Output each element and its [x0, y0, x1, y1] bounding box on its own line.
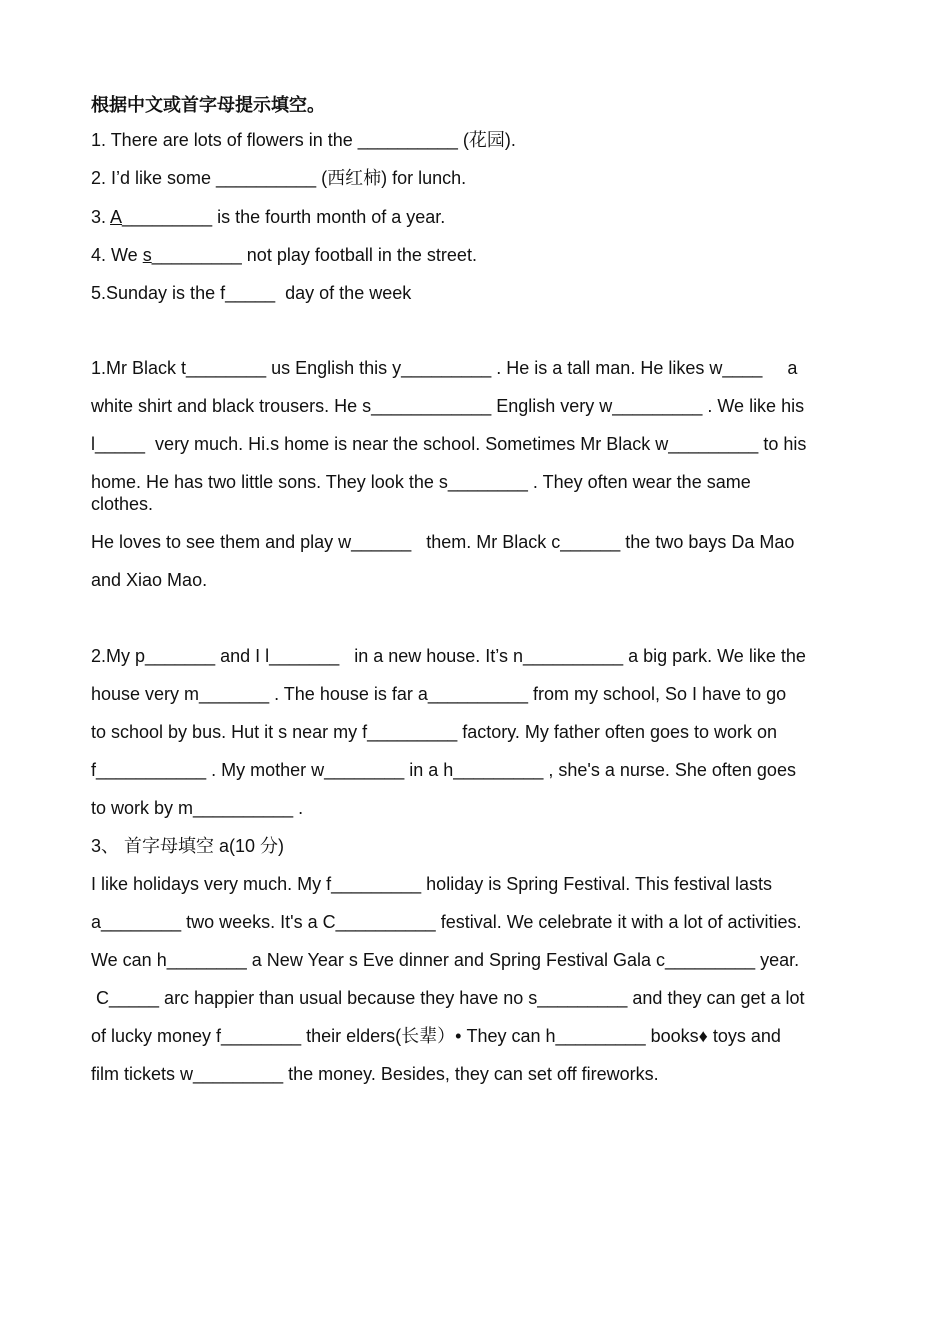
sentence-4-prefix: 4. We: [91, 245, 143, 265]
passage2-line: to work by m__________ .: [91, 798, 304, 818]
sentence-3-prefix: 3.: [91, 207, 111, 227]
passage1-line: l_____ very much. Hi.s home is near the school. Sometimes Mr Black w_________ to his: [91, 434, 807, 454]
passage2-line: f___________ . My mother w________ in a h_________ , she's a nurse. She often goes: [91, 760, 796, 780]
passage3-line: C_____ arc happier than usual because they have no s_________ and they can get a lot: [91, 988, 805, 1008]
passage3-line: a________ two weeks. It's a C__________ festival. We celebrate it with a lot of activities.: [91, 912, 802, 932]
sentence-4-initial-letter: s: [142, 245, 152, 265]
passage3-line: of lucky money f________ their elders(长辈）• They can h_________ books♦ toys and: [91, 1026, 781, 1046]
sentence-5: 5.Sunday is the f_____ day of the week: [91, 283, 412, 303]
passage2-line: to school by bus. Hut it s near my f_________ factory. My father often goes to work on: [91, 722, 778, 742]
passage1-line: and Xiao Mao.: [91, 570, 208, 590]
passage2-line: 2.My p_______ and I l_______ in a new house. It’s n__________ a big park. We like the: [91, 646, 806, 666]
passage3-title: 3、 首字母填空 a(10 分): [91, 836, 285, 856]
sentence-3: [91, 206, 445, 228]
passage1-line: white shirt and black trousers. He s____________ English very w_________ . We like his: [91, 396, 805, 416]
passage3-line: We can h________ a New Year s Eve dinner and Spring Festival Gala c_________ year.: [91, 950, 800, 970]
sentence-3-initial-letter: A: [110, 207, 123, 227]
sentence-3-rest: _________ is the fourth month of a year.: [122, 207, 446, 227]
passage3-line: film tickets w_________ the money. Besides, they can set off fireworks.: [91, 1064, 659, 1084]
passage2-line: house very m_______ . The house is far a__________ from my school, So I have to go: [91, 684, 787, 704]
sentence-4-rest: _________ not play football in the street.: [151, 245, 477, 265]
passage1-line: home. He has two little sons. They look the s________ . They often wear the same: [91, 472, 751, 492]
worksheet-heading: 根据中文或首字母提示填空。: [91, 95, 325, 115]
passage1-line: He loves to see them and play w______ them. Mr Black c______ the two bays Da Mao: [91, 532, 795, 552]
sentence-4: [91, 244, 477, 266]
sentence-2: 2. I’d like some __________ (西红柿) for lunch.: [91, 168, 467, 188]
passage3-line: I like holidays very much. My f_________ holiday is Spring Festival. This festival lasts: [91, 874, 772, 894]
passage1-line: clothes.: [91, 494, 154, 514]
sentence-1: 1. There are lots of flowers in the __________ (花园).: [91, 130, 516, 150]
passage1-line: 1.Mr Black t________ us English this y_________ . He is a tall man. He likes w____ a: [91, 358, 798, 378]
